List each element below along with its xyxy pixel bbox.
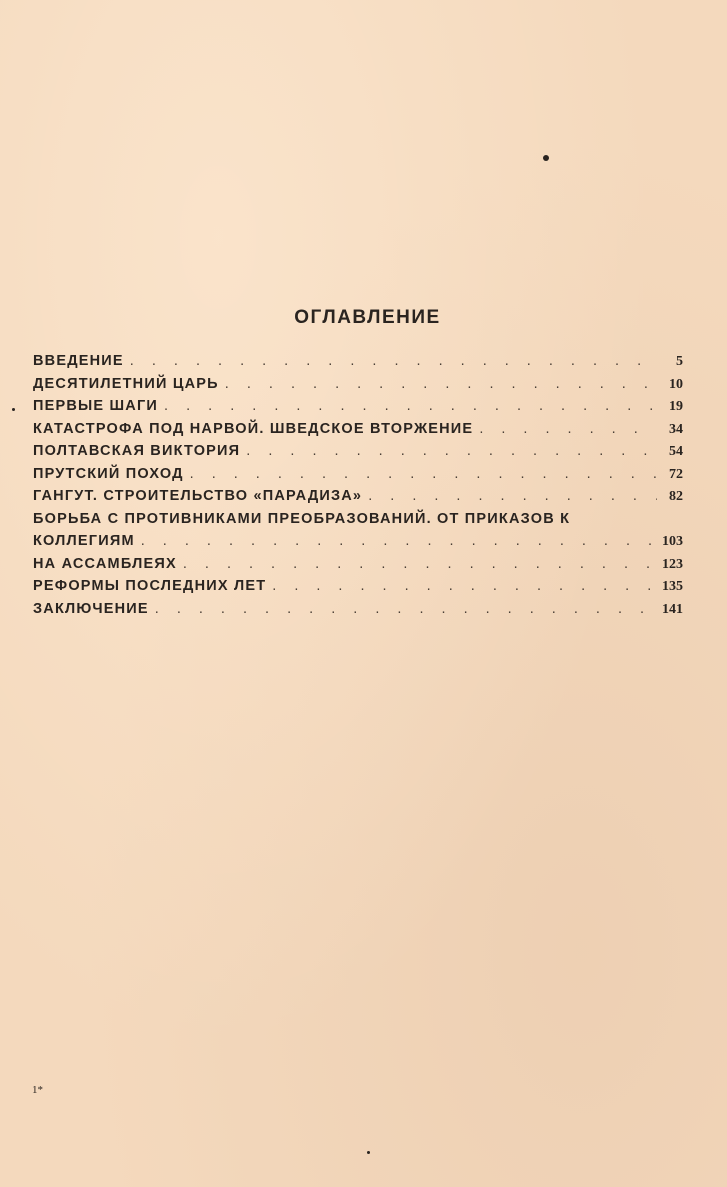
toc-entry-page: 19 [669,399,683,414]
toc-entry-title: ПОЛТАВСКАЯ ВИКТОРИЯ [33,443,241,459]
toc-leader-dots [164,398,657,414]
toc-entry-page: 54 [669,444,683,459]
toc-entry[interactable] [33,466,683,489]
toc-entry-title: ЗАКЛЮЧЕНИЕ [33,600,149,617]
toc-entry[interactable] [33,601,683,624]
toc-entry-title: ГАНГУТ. СТРОИТЕЛЬСТВО «ПАРАДИЗА» [33,488,363,504]
toc-leader-dots [368,488,657,504]
toc-entry[interactable] [33,421,683,444]
toc-entry-page: 135 [662,579,683,594]
ink-speck [543,155,549,161]
toc-entry-page: 10 [669,376,683,392]
toc-leader-dots [183,556,656,572]
toc-entry[interactable] [33,443,683,466]
toc-leader-dots [155,601,656,617]
toc-leader-dots [141,533,656,549]
toc-leader-dots [190,466,657,482]
toc-entry-title: КАТАСТРОФА ПОД НАРВОЙ. ШВЕДСКОЕ ВТОРЖЕНИЕ [33,420,474,437]
toc-entry-page: 72 [669,466,683,482]
toc-entry-page: 103 [662,534,683,549]
toc-leader-dots [246,443,657,459]
toc-entry-page: 141 [662,601,683,617]
toc-entry-page: 34 [669,421,683,437]
toc-entry[interactable] [33,488,683,511]
toc-entry-page: 123 [662,556,683,572]
toc-leader-dots [479,421,657,437]
toc-entry[interactable] [33,353,683,376]
page-title: ОГЛАВЛЕНИЕ [294,306,441,328]
toc-leader-dots [272,578,656,594]
toc-entry-title: ПЕРВЫЕ ШАГИ [33,398,159,414]
toc-entry[interactable] [33,398,683,421]
toc-entry[interactable] [33,556,683,579]
toc-entry[interactable] [33,376,683,399]
toc-entry-title: РЕФОРМЫ ПОСЛЕДНИХ ЛЕТ [33,578,267,594]
toc-leader-dots [130,353,657,369]
toc-entry-title: ПРУТСКИЙ ПОХОД [33,465,184,482]
toc-entry-title-continued: КОЛЛЕГИЯМ [33,533,135,549]
toc-entry-title: ДЕСЯТИЛЕТНИЙ ЦАРЬ [33,375,219,392]
toc-entry[interactable] [33,578,683,601]
toc-entry-continuation [33,533,683,556]
toc-entry-title: НА АССАМБЛЕЯХ [33,555,177,572]
toc-entry-title: ВВЕДЕНИЕ [33,353,124,369]
table-of-contents [33,353,683,623]
toc-entry-page: 5 [676,354,683,369]
toc-entry-page: 82 [669,489,683,504]
toc-leader-dots [225,376,657,392]
ink-speck [367,1151,370,1154]
signature-mark: 1* [32,1084,43,1096]
ink-speck [12,408,15,411]
toc-entry[interactable] [33,511,683,556]
toc-entry-title: БОРЬБА С ПРОТИВНИКАМИ ПРЕОБРАЗОВАНИЙ. ОТ ПРИКАЗОВ К [33,510,571,527]
